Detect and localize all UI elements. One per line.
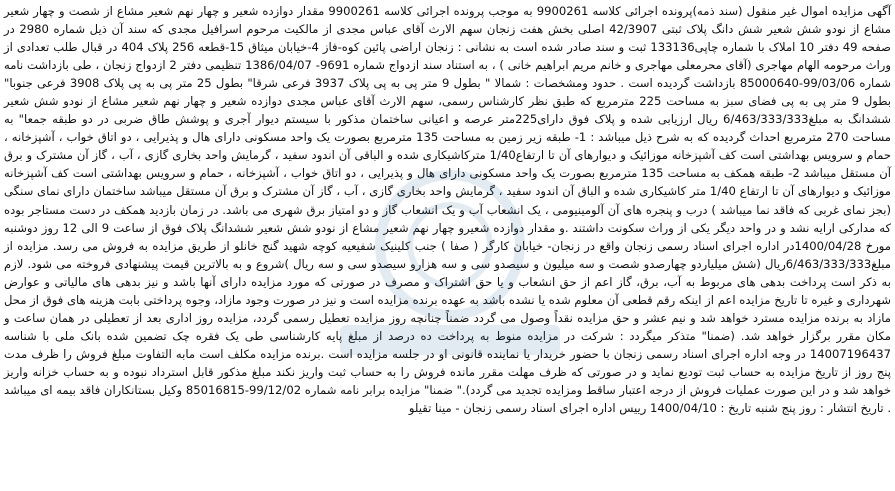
- auction-notice-document: [4, 2, 891, 489]
- auction-notice-text: آگهی مزایده اموال غیر منقول (سند ذمه)پرونده اجرائی کلاسه 9900261 به موجب پرونده اجرائی کلاسه 9900261 مقدار دوازده شعیر و چهار نهم شعیر مشاع از شصت و چهار شعیر مشاع از نودو شش شعیر شش دانگ پلاک ثبتی 42/3907 اصلی بخش هفت زنجان سهم الارث آقای عباس مجدی از مالکیت مرحوم اسرافیل مجدی که سند آن ذیل شماره 2980 در صفحه 49 دفتر 10 املاک با شماره چاپی133136 ثبت و سند صادر شده است به نشانی : زنجان اراضی پائین کوه-فاز 4-خیابان میثاق 15-قطعه 256 پلاک 404 در قبال طلب تعدادی از وراث مرحومه الهام مهاجری (آقای محرمعلی مهاجری و خانم مریم ابراهیم خانی ) ، به استناد سند ازدواج شماره 9691- 1386/04/07 تنظیمی دفتر 2 ازدواج زنجان ، طی بازداشت نامه شماره 99/03/06-85000640 بازداشت گردیده است . حدود ومشخصات : شمالا " بطول 9 متر پی به پی پلاک 3937 فرعی شرقا" بطول 25 متر پی به پی پلاک 3908 فرعی جنوبا" بطول 9 متر پی به پی فضای سبز به مساحت 225 مترمربع که طبق نظر کارشناس رسمی، سهم الارث آقای عباس مجدی دوازده شعیر و چهار نهم شعیر مشاع از نودو شش شعیر ششدانگ به مبلغ6/463/333/333 ریال ارزیابی شده و پلاک فوق دارای225متر عرصه و اعیانی ساختمان مذکور با سیستم دیوار آجری و پوشش طاق ضربی در دو طبقه جمعا" به مساحت 270 مترمربع احداث گردیده که به شرح ذیل میباشد : 1- طبقه زیر زمین به مساحت 135 مترمربع بصورت یک واحد مسکونی دارای هال و پذیرایی ، دو اتاق خواب ، آشپزخانه ، حمام و سرویس بهداشتی است کف آشپزخانه موزائیک و دیوارهای آن تا ارتفاع1/40 مترکاشیکاری شده و الباقی آن اندود سفید ، گرمایش واحد بخاری گازی ، آب ، گاز آن مشترک و برق آن مستقل میباشد 2- طبقه همکف به مساحت 135 مترمربع بصورت یک واحد مسکونی دارای هال و پذیرایی ، دو اتاق خواب ، آشپزخانه ، حمام و سرویس بهداشتی است کف آشپزخانه موزائیک و دیوارهای آن تا ارتفاع 1/40 متر کاشیکاری شده و الباق آن اندود سفید ، گرمایش واحد بخاری گازی ، آب ، گاز آن مشترک و برق آن مستقل میباشد ساختمان دارای نمای سنگی (بجز نمای غربی که فاقد نما میباشد ) درب و پنجره های آن آلومینیومی ، یک انشعاب آب و یک انشعاب گاز و دو امتیاز برق شهری می باشد. در زمان بازدید همکف در دست مستاجر بوده که مدارکی ارایه نشد و در واحد دیگر یکی از وراث سکونت داشتند .و مقدار دوازده شعیرو چهار نهم شعیر مشاع از نودو شش شعیر ششدانگ پلاک فوق از ساعت 9 الی 12 روز دوشنبه مورخ 1400/04/28در اداره اجرای اسناد رسمی زنجان واقع در زنجان- خیابان کارگر ( صفا ) جنب کلینیک شفیعیه کوچه شهید گنج خانلو از طریق مزایده به فروش می رسد. مزایده از مبلغ6/463/333/333ریال (شش میلیاردو چهارصدو شصت و سه میلیون و سیصدو سی و سه هزارو سیصدو سی و سه ریال )شروع و به بالاترین قیمت پیشنهادی فروخته می شود. لازم به ذکر است پرداخت بدهی های مربوط به آب، برق، گاز اعم از حق انشعاب و یا حق اشتراک و مصرف در صورتی که مورد مزایده دارای آنها باشد و نیز بدهی های مالیاتی و عوارض شهرداری و غیره تا تاریخ مزایده اعم از اینکه رقم قطعی آن معلوم شده یا نشده باشد به عهده برنده مزایده است و نیز در صورت وجود مازاد، وجوه پرداختی بابت هزینه های فوق از محل مازاد به برنده مزایده مسترد خواهد شد و نیم عشر و حق مزایده نقداً وصول می گردد ضمناً چنانچه روز مزایده تعطیل رسمی گردد، مزایده روز اداری بعد از تعطیلی در همان ساعت و مکان مقرر برگزار خواهد شد. (ضمنا" متذکر میگردد : شرکت در مزایده منوط به پرداخت ده درصد از مبلغ پایه کارشناسی طی یک فقره چک تضمین شده بانک ملی با شناسه 14007196437 در وجه اداره اجرای اسناد رسمی زنجان با حضور خریدار یا نماینده قانونی او در جلسه مزایده است .برنده مزایده مکلف است مابه التفاوت مبلغ فروش را ظرف مدت پنج روز از تاریخ مزایده به حساب ثبت تودیع نماید و در صورتی که ظرف مهلت مقرر مانده فروش را به حساب ثبت واریز نکند مبلغ مذکور قابل استرداد نبوده و به حساب خزانه واریز خواهد شد و در این صورت عملیات فروش از درجه اعتبار ساقط ومزایده تجدید می گردد)." ضمنا" مزایده برابر نامه شماره 99/12/02-85016815 وکیل بستانکاران فاقد بیمه ای میباشد . تاریخ انتشار : روز پنج شنبه تاریخ : 1400/04/10 رییس اداره اجرای اسناد رسمی زنجان - مینا تقیلو: [4, 4, 892, 416]
